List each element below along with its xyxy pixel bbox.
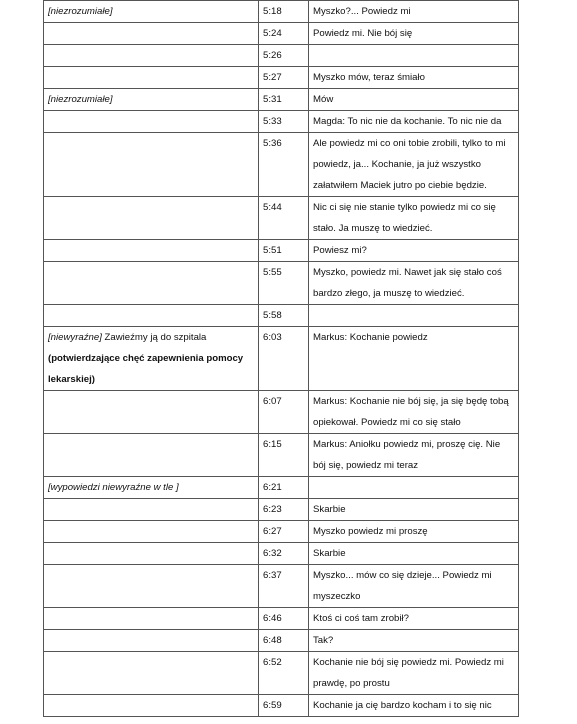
table-row <box>44 652 519 695</box>
table-row <box>44 1 519 23</box>
speech-cell: Nic ci się nie stanie tylko powiedz mi co się stało. Ja muszę to wiedzieć. <box>309 197 519 240</box>
table-row <box>44 695 519 717</box>
context-cell <box>44 305 259 327</box>
timestamp-cell: 5:44 <box>259 197 309 240</box>
context-cell <box>44 262 259 305</box>
speech-cell: Ktoś ci coś tam zrobił? <box>309 608 519 630</box>
timestamp-cell: 6:23 <box>259 499 309 521</box>
context-cell <box>44 521 259 543</box>
speech-cell: Tak? <box>309 630 519 652</box>
table-row <box>44 521 519 543</box>
context-cell <box>44 391 259 434</box>
timestamp-cell: 6:46 <box>259 608 309 630</box>
timestamp-cell: 6:21 <box>259 477 309 499</box>
context-cell <box>44 23 259 45</box>
context-cell <box>44 133 259 197</box>
speech-cell: Markus: Kochanie nie bój się, ja się będę tobą opiekował. Powiedz mi co się stało <box>309 391 519 434</box>
speech-cell: Kochanie ja cię bardzo kocham i to się nic <box>309 695 519 717</box>
table-row <box>44 434 519 477</box>
context-cell <box>44 652 259 695</box>
annotation-note: [niewyraźne] <box>48 332 102 343</box>
timestamp-cell: 5:26 <box>259 45 309 67</box>
timestamp-cell: 5:55 <box>259 262 309 305</box>
table-row <box>44 477 519 499</box>
table-row <box>44 111 519 133</box>
transcript-table <box>43 0 519 717</box>
speech-cell: Magda: To nic nie da kochanie. To nic nie da <box>309 111 519 133</box>
timestamp-cell: 6:03 <box>259 327 309 391</box>
timestamp-cell: 6:15 <box>259 434 309 477</box>
annotation-note: [niezrozumiałe] <box>48 6 113 17</box>
timestamp-cell: 6:37 <box>259 565 309 608</box>
context-cell <box>44 499 259 521</box>
context-cell <box>44 434 259 477</box>
table-row <box>44 630 519 652</box>
speech-cell <box>309 477 519 499</box>
table-row <box>44 543 519 565</box>
context-text: Zawieźmy ją do szpitala <box>104 332 207 343</box>
table-row <box>44 305 519 327</box>
table-row <box>44 565 519 608</box>
speech-cell: Myszko, powiedz mi. Nawet jak się stało coś bardzo złego, ja muszę to wiedzieć. <box>309 262 519 305</box>
speech-cell <box>309 305 519 327</box>
timestamp-cell: 6:59 <box>259 695 309 717</box>
context-cell <box>44 1 259 23</box>
speech-cell: Skarbie <box>309 499 519 521</box>
timestamp-cell: 5:36 <box>259 133 309 197</box>
timestamp-cell: 6:32 <box>259 543 309 565</box>
context-cell <box>44 197 259 240</box>
table-row <box>44 89 519 111</box>
speech-cell: Kochanie nie bój się powiedz mi. Powiedz mi prawdę, po prostu <box>309 652 519 695</box>
table-row <box>44 327 519 391</box>
table-row <box>44 262 519 305</box>
table-row <box>44 45 519 67</box>
speech-cell: Myszko powiedz mi proszę <box>309 521 519 543</box>
table-row <box>44 608 519 630</box>
table-row <box>44 23 519 45</box>
context-cell <box>44 240 259 262</box>
context-cell <box>44 630 259 652</box>
speech-cell: Markus: Kochanie powiedz <box>309 327 519 391</box>
annotation-note: [niezrozumiałe] <box>48 94 113 105</box>
context-cell <box>44 608 259 630</box>
context-cell <box>44 477 259 499</box>
context-cell <box>44 111 259 133</box>
speech-cell: Mów <box>309 89 519 111</box>
context-cell <box>44 89 259 111</box>
table-row <box>44 240 519 262</box>
timestamp-cell: 6:07 <box>259 391 309 434</box>
speech-cell: Myszko?... Powiedz mi <box>309 1 519 23</box>
timestamp-cell: 5:18 <box>259 1 309 23</box>
table-row <box>44 499 519 521</box>
context-cell <box>44 565 259 608</box>
table-row <box>44 391 519 434</box>
speech-cell: Powiesz mi? <box>309 240 519 262</box>
speech-cell: Myszko mów, teraz śmiało <box>309 67 519 89</box>
timestamp-cell: 6:48 <box>259 630 309 652</box>
timestamp-cell: 5:24 <box>259 23 309 45</box>
speech-cell <box>309 45 519 67</box>
timestamp-cell: 5:58 <box>259 305 309 327</box>
context-cell <box>44 45 259 67</box>
timestamp-cell: 6:27 <box>259 521 309 543</box>
table-row <box>44 133 519 197</box>
context-cell <box>44 695 259 717</box>
context-cell <box>44 543 259 565</box>
table-row <box>44 67 519 89</box>
transcript-body <box>44 1 519 717</box>
table-row <box>44 197 519 240</box>
speech-cell: Powiedz mi. Nie bój się <box>309 23 519 45</box>
speech-cell: Myszko... mów co się dzieje... Powiedz mi myszeczko <box>309 565 519 608</box>
context-cell <box>44 327 259 391</box>
timestamp-cell: 6:52 <box>259 652 309 695</box>
speech-cell: Ale powiedz mi co oni tobie zrobili, tylko to mi powiedz, ja... Kochanie, ja już wszystko załatwiłem Maciek jutro po ciebie będzie. <box>309 133 519 197</box>
context-cell <box>44 67 259 89</box>
context-explanation: (potwierdzające chęć zapewnienia pomocy lekarskiej) <box>48 353 244 385</box>
timestamp-cell: 5:31 <box>259 89 309 111</box>
speech-cell: Markus: Aniołku powiedz mi, proszę cię. Nie bój się, powiedz mi teraz <box>309 434 519 477</box>
speech-cell: Skarbie <box>309 543 519 565</box>
timestamp-cell: 5:51 <box>259 240 309 262</box>
timestamp-cell: 5:33 <box>259 111 309 133</box>
annotation-note: [wypowiedzi niewyraźne w tle ] <box>48 482 179 493</box>
timestamp-cell: 5:27 <box>259 67 309 89</box>
